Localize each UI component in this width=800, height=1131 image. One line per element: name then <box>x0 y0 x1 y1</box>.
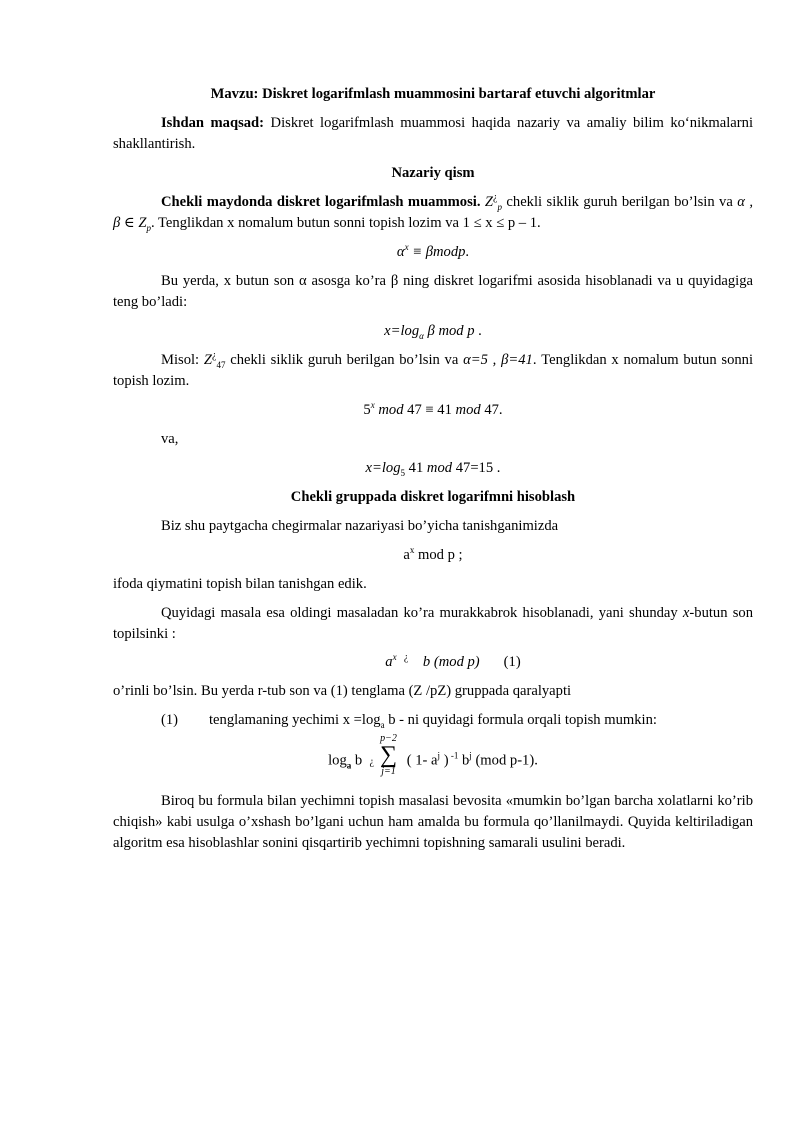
formula6-label: (1) <box>503 654 521 670</box>
formula1-rest: ≡ βmodp <box>408 244 466 260</box>
formula6-star: ¿ <box>403 652 409 664</box>
formula2-sub: α <box>419 330 424 341</box>
document-page <box>113 84 753 862</box>
goal-label: Ishdan maqsad: <box>161 115 265 131</box>
sigma-symbol: ∑ <box>379 742 398 768</box>
solution-text: tenglamaning yechimi x =log <box>209 712 381 728</box>
sigma-lower: j=1 <box>381 766 396 777</box>
problem-paragraph <box>113 192 753 234</box>
sigma-upper: p−2 <box>380 733 397 744</box>
formula5-rest: mod p ; <box>414 547 463 563</box>
va-text: va, <box>161 431 179 447</box>
condition-paragraph: o’rinli bo’lsin. Bu yerda r-tub son va (1) tenglama (Z /pZ) gruppada qaralyapti <box>113 683 572 699</box>
problem-text1: chekli siklik guruh berilgan bo’lsin va <box>502 194 738 210</box>
example-group: Z <box>203 352 213 368</box>
formula-equation-1 <box>113 652 753 673</box>
section-heading: Chekli gruppada diskret logarifmni hisoblash <box>290 489 576 505</box>
formula4-dot: . <box>493 460 501 476</box>
conclusion-paragraph: Biroq bu formula bilan yechimni topish masalasi bevosita «mumkin bo’lgan barcha xolatlarni ko’rib chiqish» kabi usulga o’xshash bo’lgani uchun ham amalda bu formula qo’llanilmaydi. Quyida keltiriladigan algoritm esa hisoblashlar sonini qisqartirib yechimni topishning samarali usulini beradi. <box>113 793 753 851</box>
group-star: ¿ <box>493 192 498 204</box>
problem2-text: Quyidagi masala esa oldingi masaladan ko’ra murakkabrok hisoblanadi, yani shunday <box>161 605 683 621</box>
intro2-paragraph: ifoda qiymatini topish bilan tanishgan edik. <box>113 576 367 592</box>
formula7-log: log <box>328 752 347 769</box>
problem-text2: . Tenglikdan x nomalum butun sonni topish lozim va <box>151 215 463 231</box>
formula7-body4: (mod p-1). <box>471 752 538 769</box>
formula7-body1: ( 1- a <box>403 752 438 769</box>
formula4-sub: 5 <box>400 467 406 478</box>
formula-example <box>113 400 753 421</box>
example-star: ¿ <box>212 350 217 362</box>
formula4-left: x=log <box>365 460 401 476</box>
sigma-block <box>380 733 397 777</box>
formula7-sup1: j <box>437 750 441 761</box>
formula5-base: a <box>403 547 410 563</box>
formula1-exp: x <box>404 242 409 253</box>
formula4-rest2: 47=15 <box>452 460 494 476</box>
formula-congruence <box>113 242 753 263</box>
formula3-exp: x <box>370 400 375 411</box>
formula-power <box>113 545 753 566</box>
formula7-star: ¿ <box>369 756 374 768</box>
formula7-sup3: j <box>469 750 472 761</box>
problem2-paragraph <box>113 603 753 645</box>
formula6-base: a <box>385 654 393 670</box>
group-sub: p <box>497 201 502 212</box>
formula2-left: x=log <box>384 323 420 339</box>
formula1-dot: . <box>465 244 470 260</box>
formula-example-result <box>113 458 753 479</box>
intro-paragraph: Biz shu paytgacha chegirmalar nazariyasi bo’yicha tanishganimizda <box>161 518 559 534</box>
example-paragraph <box>113 350 753 392</box>
formula6-rest: b (mod p) <box>422 654 480 670</box>
goal-text: Diskret logarifmlash muammosi haqida nazariy va amaliy bilim ko‘nikmalarni shakllantirish. <box>113 115 753 152</box>
example-values: α=5 , β=41 <box>463 352 533 368</box>
formula7-body2: ) <box>440 752 449 769</box>
example-text2: . Tenglikdan x nomalum butun sonni topish lozim. <box>113 352 754 389</box>
formula6-exp: x <box>392 652 397 663</box>
solution-number: (1) <box>161 712 179 728</box>
formula3-base: 5 <box>363 402 371 418</box>
formula1-base: α <box>396 244 405 260</box>
example-lead: Misol: <box>161 352 204 368</box>
formula7-body3: b <box>458 752 470 769</box>
theory-heading: Nazariy qism <box>391 165 475 181</box>
example-group-sub: 47 <box>216 359 226 370</box>
formula2-rest: β mod p <box>423 323 475 339</box>
solution-paragraph <box>113 710 753 731</box>
formula4-rest1: 41 <box>405 460 424 476</box>
formula-sum <box>113 733 753 783</box>
problem2-text2: -butun son topilsinki : <box>113 605 754 642</box>
goal-paragraph <box>113 113 753 155</box>
solution-text2: b - ni quyidagi formula orqali topish mumkin: <box>384 712 657 728</box>
problem-bold: Chekli maydonda diskret logarifmlash muammosi. <box>161 194 481 210</box>
formula4-mod: mod <box>423 460 453 476</box>
example-text1: chekli siklik guruh berilgan bo’lsin va <box>225 352 464 368</box>
problem-alpha-beta: α , β ∈ Z <box>113 194 754 231</box>
formula7-sub: a <box>346 760 352 771</box>
document-title: Mavzu: Diskret logarifmlash muammosini bartaraf etuvchi algoritmlar <box>210 86 656 102</box>
formula5-exp: x <box>409 545 415 556</box>
formula7-sup2: -1 <box>448 750 459 761</box>
formula7-b: b <box>351 752 363 769</box>
explain-paragraph: Bu yerda, x butun son α asosga ko’ra β ning diskret logarifmi asosida hisoblanadi va u quyidagiga teng bo’ladi: <box>113 273 753 310</box>
formula3-mid: 47 ≡ 41 <box>403 402 452 418</box>
group-symbol: Z <box>484 194 494 210</box>
formula3-mod1: mod <box>374 402 404 418</box>
problem-sub: p <box>146 222 151 233</box>
formula-log <box>113 321 753 342</box>
problem-range: 1 ≤ x ≤ p – 1. <box>462 215 541 231</box>
formula3-dot: . <box>498 402 503 418</box>
formula2-dot: . <box>474 323 482 339</box>
formula3-mod2: mod <box>451 402 481 418</box>
problem2-var: x <box>682 605 690 621</box>
formula3-end: 47 <box>480 402 499 418</box>
solution-sub: a <box>380 719 385 730</box>
